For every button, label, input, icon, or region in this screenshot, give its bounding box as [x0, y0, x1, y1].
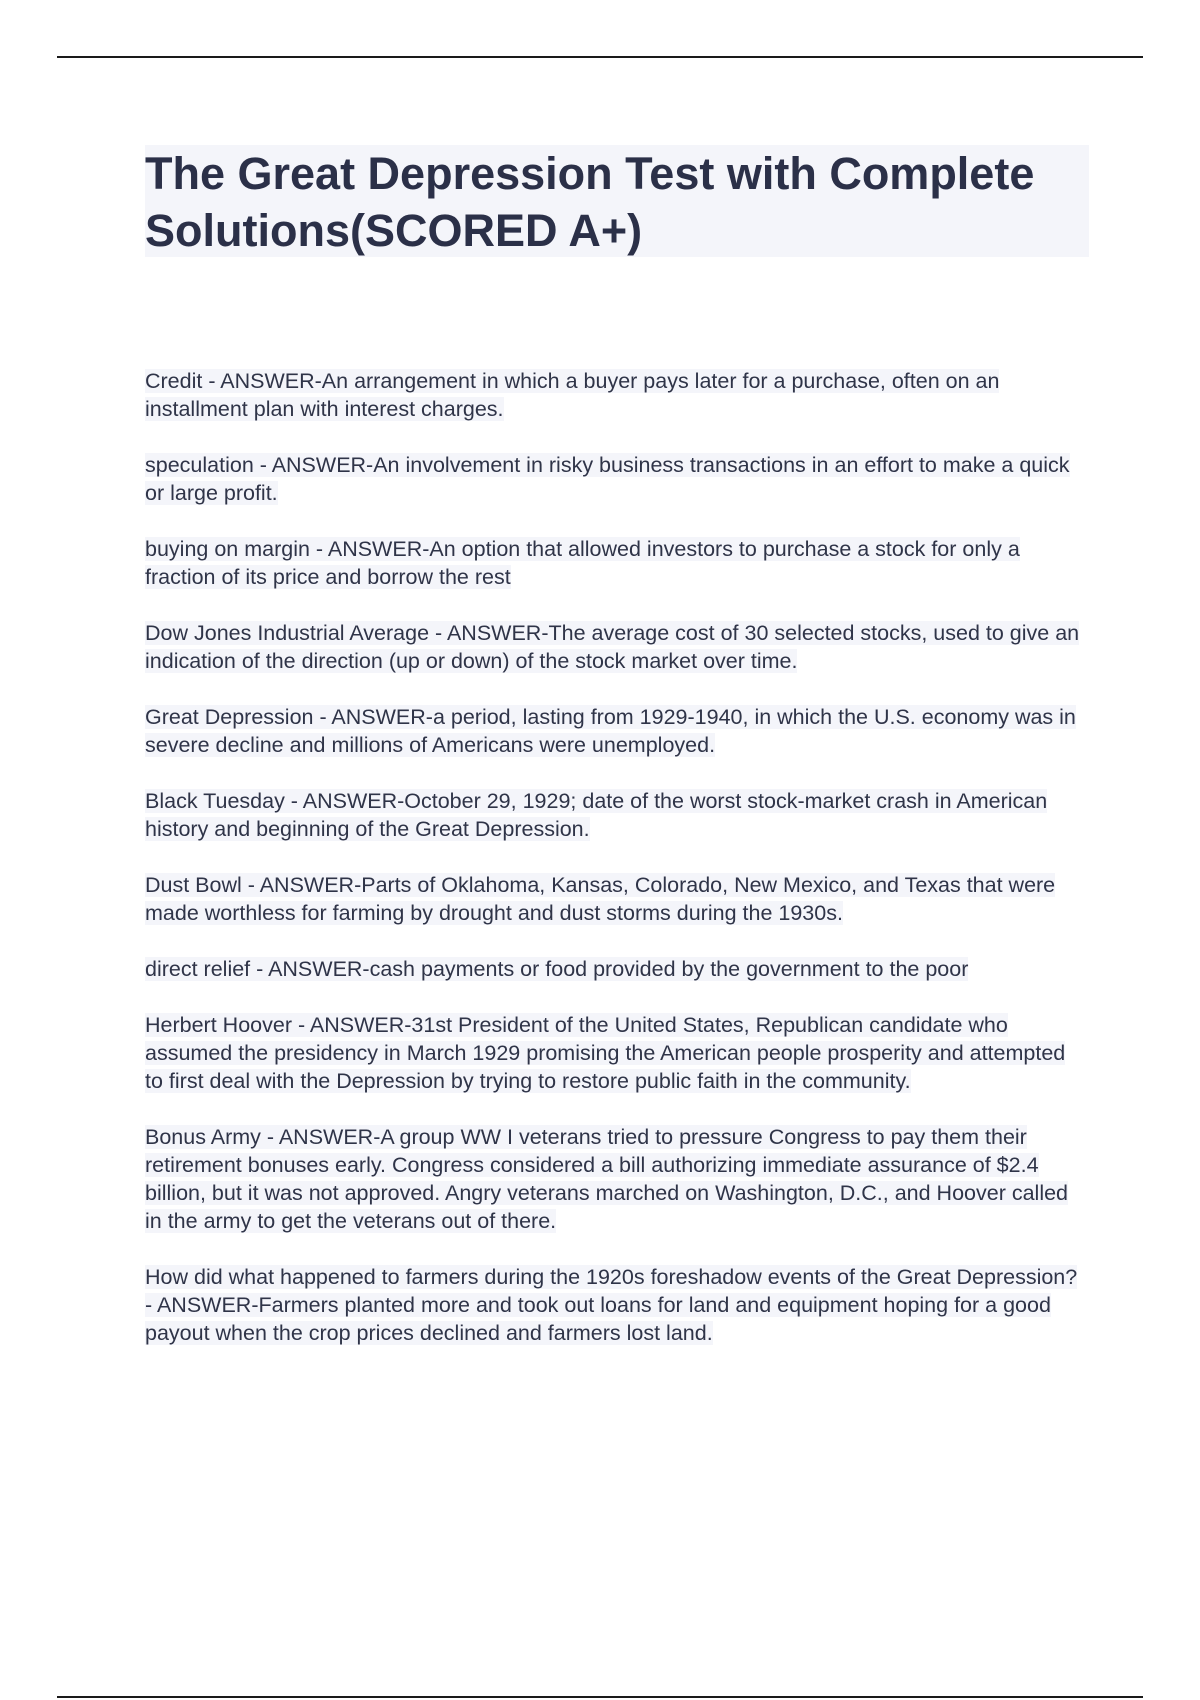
- qa-item-black-tuesday: [145, 787, 1089, 843]
- qa-text: Credit - ANSWER-An arrangement in which a buyer pays later for a purchase, often on an installment plan with interest charges.: [145, 369, 1000, 421]
- bottom-rule: [57, 1696, 1143, 1698]
- qa-item-herbert-hoover: [145, 1011, 1089, 1095]
- qa-text: Dust Bowl - ANSWER-Parts of Oklahoma, Kansas, Colorado, New Mexico, and Texas that were made worthless for farming by drought and dust storms during the 1930s.: [145, 873, 1056, 925]
- qa-text: speculation - ANSWER-An involvement in risky business transactions in an effort to make a quick or large profit.: [145, 453, 1070, 505]
- qa-item-dow-jones: [145, 619, 1089, 675]
- qa-text: Bonus Army - ANSWER-A group WW I veterans tried to pressure Congress to pay them their retirement bonuses early. Congress considered a bill authorizing immediate assurance of $2.4 billion, but it was not approved. Angry veterans marched on Washington, D.C., and Hoover called in the army to get the veterans out of there.: [145, 1125, 1069, 1233]
- qa-text: Black Tuesday - ANSWER-October 29, 1929; date of the worst stock-market crash in American history and beginning of the Great Depression.: [145, 789, 1048, 841]
- qa-text: buying on margin - ANSWER-An option that allowed investors to purchase a stock for only a fraction of its price and borrow the rest: [145, 537, 1020, 589]
- qa-item-great-depression: [145, 703, 1089, 759]
- qa-item-farmers-1920s: [145, 1263, 1089, 1347]
- top-rule: [57, 56, 1143, 58]
- qa-text: Herbert Hoover - ANSWER-31st President of the United States, Republican candidate who assumed the presidency in March 1929 promising the American people prosperity and attempted to first deal with the Depression by trying to restore public faith in the community.: [145, 1013, 1066, 1093]
- qa-text: Dow Jones Industrial Average - ANSWER-The average cost of 30 selected stocks, used to give an indication of the direction (up or down) of the stock market over time.: [145, 621, 1080, 673]
- qa-item-buying-on-margin: [145, 535, 1089, 591]
- qa-text: Great Depression - ANSWER-a period, lasting from 1929-1940, in which the U.S. economy was in severe decline and millions of Americans were unemployed.: [145, 705, 1076, 757]
- qa-item-speculation: [145, 451, 1089, 507]
- qa-item-dust-bowl: [145, 871, 1089, 927]
- qa-text: direct relief - ANSWER-cash payments or food provided by the government to the poor: [145, 957, 969, 981]
- qa-item-credit: [145, 367, 1089, 423]
- qa-item-bonus-army: [145, 1123, 1089, 1235]
- page-title: The Great Depression Test with Complete Solutions(SCORED A+): [145, 148, 1035, 256]
- qa-text: How did what happened to farmers during the 1920s foreshadow events of the Great Depression? - ANSWER-Farmers planted more and took out loans for land and equipment hoping for a good payout when the crop prices declined and farmers lost land.: [145, 1265, 1078, 1345]
- title-block: [145, 145, 1089, 257]
- qa-item-direct-relief: [145, 955, 1089, 983]
- qa-list: [145, 367, 1089, 1375]
